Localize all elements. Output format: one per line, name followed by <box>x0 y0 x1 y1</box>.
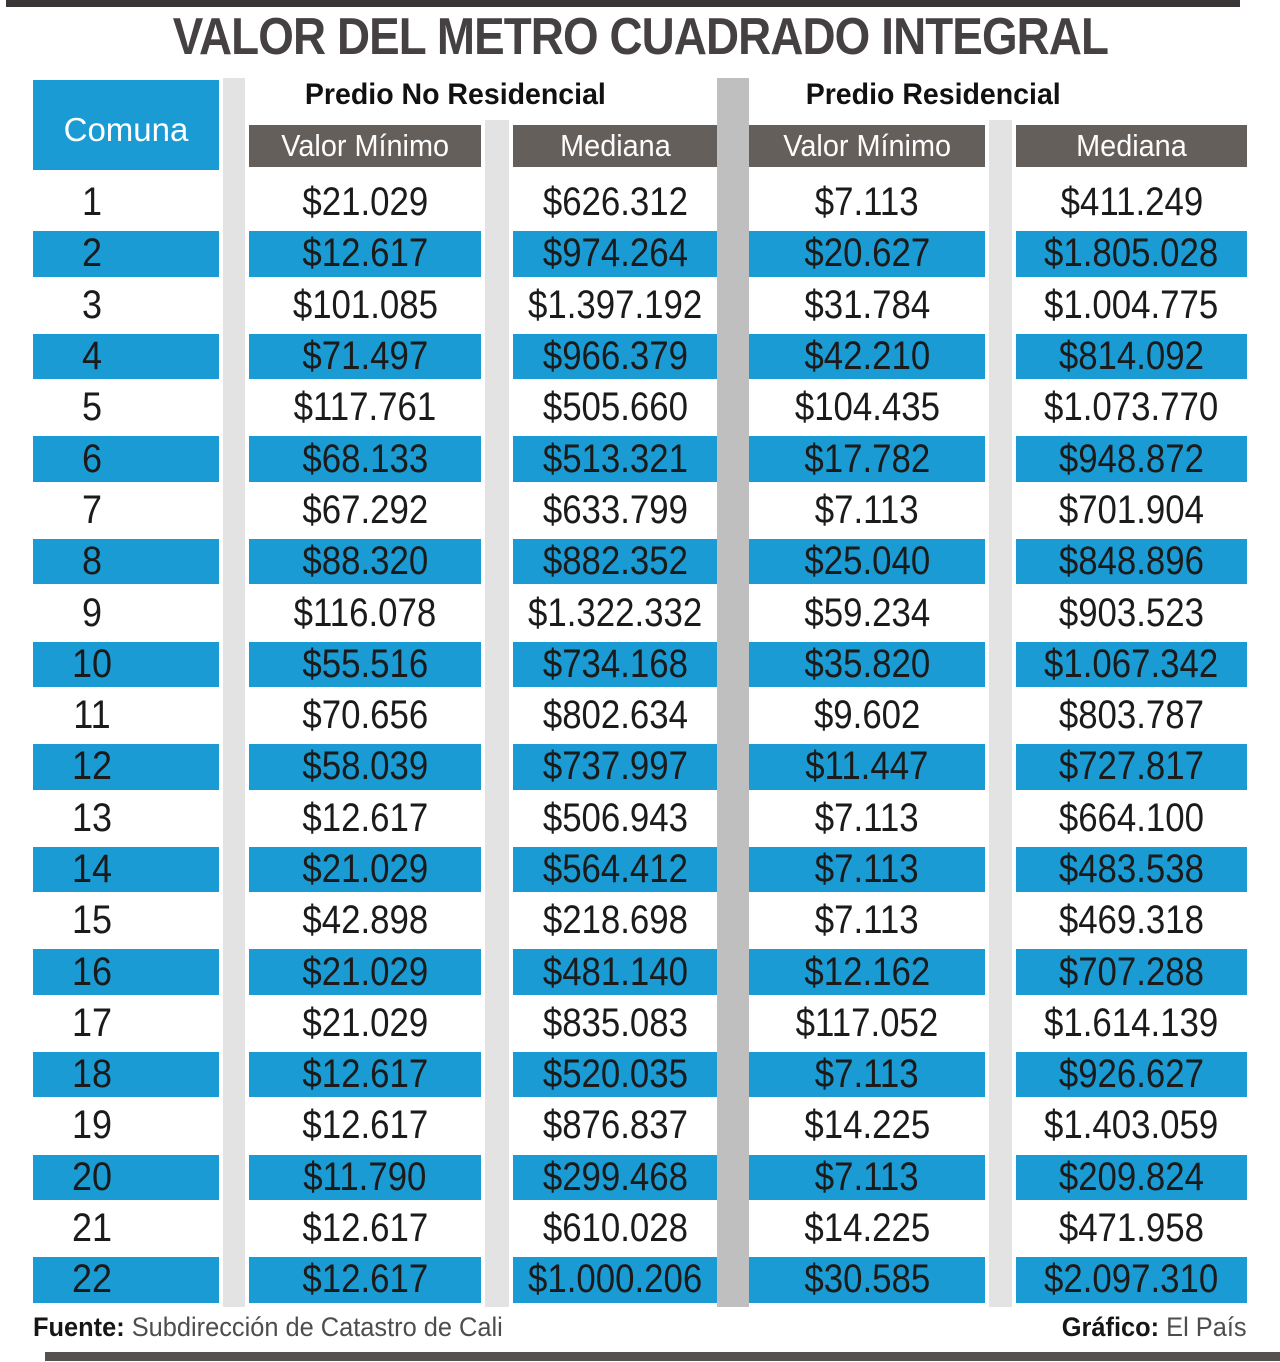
cell-text: $974.264 <box>542 231 688 276</box>
table-row <box>33 742 1247 793</box>
value-cell <box>1016 796 1247 841</box>
value-cell <box>749 231 985 276</box>
table-row <box>33 1050 1247 1101</box>
cell-text: $802.634 <box>542 693 688 738</box>
value-cell <box>1016 1206 1247 1251</box>
value-cell <box>1016 642 1247 687</box>
cell-text: $42.898 <box>302 898 428 943</box>
cell-text: $71.497 <box>302 334 428 379</box>
cell-text: $803.787 <box>1058 693 1205 738</box>
cell-text: $1.322.332 <box>527 590 703 635</box>
value-cell <box>749 693 985 738</box>
cell-text: 9 <box>81 590 103 635</box>
cell-text: $21.029 <box>302 1000 428 1045</box>
cell-text: $1.000.206 <box>527 1257 703 1302</box>
comuna-cell <box>33 488 219 533</box>
value-cell <box>1016 231 1247 276</box>
cell-text: $14.225 <box>804 1103 930 1148</box>
value-cell <box>749 1257 985 1302</box>
cell-text: $966.379 <box>542 334 688 379</box>
cell-text: 5 <box>81 385 103 430</box>
table-row <box>33 947 1247 998</box>
value-cell <box>513 1155 717 1200</box>
cell-text: $31.784 <box>804 282 930 327</box>
cell-text: 15 <box>71 898 113 943</box>
column-header-mediana: Mediana <box>1016 125 1247 167</box>
value-cell <box>513 1206 717 1251</box>
table-row <box>33 434 1247 485</box>
comuna-header: Comuna <box>33 80 219 170</box>
value-cell <box>1016 1052 1247 1097</box>
value-cell <box>513 642 717 687</box>
cell-text: $12.617 <box>302 231 428 276</box>
cell-text: $564.412 <box>542 847 688 891</box>
comuna-cell <box>33 1206 219 1251</box>
cell-text: $7.113 <box>815 487 919 532</box>
column-header-valor-minimo: Valor Mínimo <box>249 125 481 167</box>
value-cell <box>1016 898 1247 943</box>
value-cell <box>513 1001 717 1046</box>
cell-text: $104.435 <box>794 385 940 430</box>
value-cell <box>1016 488 1247 533</box>
cell-text: $14.225 <box>804 1206 930 1251</box>
cell-text: 7 <box>81 487 103 532</box>
value-cell <box>513 488 717 533</box>
comuna-cell <box>33 590 219 635</box>
cell-text: $7.113 <box>815 847 919 891</box>
value-cell <box>249 1103 481 1148</box>
cell-text: $11.447 <box>805 744 929 789</box>
table-rows <box>33 178 1247 1307</box>
cell-text: $737.997 <box>542 744 688 789</box>
value-cell <box>249 949 481 994</box>
cell-text: 12 <box>71 744 113 789</box>
cell-text: 18 <box>71 1052 113 1097</box>
cell-text: $30.585 <box>804 1257 930 1302</box>
table-row <box>33 1153 1247 1204</box>
value-cell <box>513 436 717 481</box>
value-cell <box>249 1257 481 1302</box>
cell-text: 3 <box>81 282 103 327</box>
cell-text: $483.538 <box>1058 847 1205 891</box>
cell-text: $633.799 <box>542 487 688 532</box>
value-cell <box>1016 283 1247 328</box>
value-cell <box>1016 847 1247 892</box>
table-row <box>33 332 1247 383</box>
cell-text: $12.617 <box>302 1103 428 1148</box>
cell-text: $664.100 <box>1058 795 1205 840</box>
cell-text: 17 <box>71 1000 113 1045</box>
value-cell <box>749 334 985 379</box>
value-cell <box>249 847 481 892</box>
cell-text: $59.234 <box>804 590 930 635</box>
value-cell <box>749 796 985 841</box>
cell-text: $1.403.059 <box>1044 1103 1219 1148</box>
cell-text: $21.029 <box>302 949 428 994</box>
cell-text: $101.085 <box>292 282 438 327</box>
value-cell <box>249 898 481 943</box>
table-row <box>33 640 1247 691</box>
value-cell <box>513 898 717 943</box>
comuna-cell <box>33 796 219 841</box>
table-row <box>33 486 1247 537</box>
value-cell <box>1016 693 1247 738</box>
table-row <box>33 691 1247 742</box>
value-cell <box>513 385 717 430</box>
cell-text: $21.029 <box>302 847 428 891</box>
cell-text: $70.656 <box>302 693 428 738</box>
value-cell <box>249 436 481 481</box>
table-row <box>33 178 1247 229</box>
cell-text: $7.113 <box>815 180 919 225</box>
value-cell <box>249 539 481 584</box>
credit-label: Gráfico: <box>1062 1312 1160 1342</box>
table-row <box>33 1255 1247 1306</box>
cell-text: 21 <box>71 1206 113 1251</box>
value-cell <box>1016 385 1247 430</box>
cell-text: $707.288 <box>1058 949 1205 994</box>
cell-text: 1 <box>81 180 103 225</box>
value-cell <box>1016 1001 1247 1046</box>
comuna-cell <box>33 847 219 892</box>
page-title-text: VALOR DEL METRO CUADRADO INTEGRAL <box>172 8 1108 66</box>
value-cell <box>1016 949 1247 994</box>
value-cell <box>749 847 985 892</box>
table-row <box>33 1204 1247 1255</box>
value-cell <box>513 180 717 225</box>
column-header-valor-minimo: Valor Mínimo <box>749 125 985 167</box>
value-cell <box>749 898 985 943</box>
table-row <box>33 845 1247 896</box>
cell-text: $58.039 <box>302 744 428 789</box>
value-cell <box>513 949 717 994</box>
value-cell <box>749 283 985 328</box>
cell-text: $1.805.028 <box>1044 231 1219 276</box>
cell-text: $116.078 <box>293 590 437 635</box>
credit <box>1050 1312 1247 1343</box>
value-cell <box>249 231 481 276</box>
cell-text: $1.614.139 <box>1044 1000 1219 1045</box>
value-cell <box>1016 1257 1247 1302</box>
table-row <box>33 537 1247 588</box>
value-cell <box>513 693 717 738</box>
group-header-residencial: Predio Residencial <box>805 78 1061 111</box>
value-cell <box>513 744 717 789</box>
comuna-cell <box>33 283 219 328</box>
footer <box>33 1312 1247 1343</box>
table-row <box>33 794 1247 845</box>
comuna-cell <box>33 539 219 584</box>
cell-text: $55.516 <box>302 641 428 686</box>
value-cell <box>513 539 717 584</box>
cell-text: $882.352 <box>542 539 688 584</box>
value-cell <box>749 539 985 584</box>
cell-text: 13 <box>71 795 113 840</box>
table-row <box>33 896 1247 947</box>
cell-text: 19 <box>71 1103 113 1148</box>
column-header-mediana: Mediana <box>513 125 717 167</box>
cell-text: $2.097.310 <box>1044 1257 1219 1302</box>
cell-text: $12.617 <box>302 1052 428 1097</box>
value-cell <box>749 744 985 789</box>
cell-text: $17.782 <box>804 436 930 481</box>
cell-text: 14 <box>71 847 113 891</box>
table-row <box>33 229 1247 280</box>
data-table <box>33 78 1247 1307</box>
source-label: Fuente: <box>33 1312 125 1342</box>
cell-text: $209.824 <box>1058 1154 1205 1199</box>
cell-text: $117.052 <box>795 1000 939 1045</box>
cell-text: $1.004.775 <box>1044 282 1219 327</box>
value-cell <box>249 642 481 687</box>
cell-text: $469.318 <box>1058 898 1205 943</box>
cell-text: $11.790 <box>303 1154 427 1199</box>
value-cell <box>513 590 717 635</box>
cell-text: $7.113 <box>815 1154 919 1199</box>
cell-text: $948.872 <box>1058 436 1205 481</box>
value-cell <box>749 385 985 430</box>
value-cell <box>749 1001 985 1046</box>
cell-text: $701.904 <box>1058 487 1205 532</box>
table-row <box>33 588 1247 639</box>
value-cell <box>749 949 985 994</box>
value-cell <box>249 1155 481 1200</box>
comuna-cell <box>33 180 219 225</box>
value-cell <box>749 642 985 687</box>
table-row <box>33 999 1247 1050</box>
cell-text: $926.627 <box>1058 1052 1205 1097</box>
cell-text: $505.660 <box>542 385 688 430</box>
cell-text: 10 <box>71 641 113 686</box>
cell-text: $9.602 <box>813 693 921 738</box>
value-cell <box>249 693 481 738</box>
cell-text: $626.312 <box>542 180 688 225</box>
comuna-cell <box>33 1155 219 1200</box>
credit-text: El País <box>1166 1312 1247 1342</box>
value-cell <box>249 1206 481 1251</box>
cell-text: $903.523 <box>1058 590 1205 635</box>
cell-text: 20 <box>71 1154 113 1199</box>
cell-text: $21.029 <box>302 180 428 225</box>
value-cell <box>749 1155 985 1200</box>
cell-text: 11 <box>73 693 111 738</box>
value-cell <box>249 385 481 430</box>
cell-text: $835.083 <box>542 1000 688 1045</box>
cell-text: $506.943 <box>542 795 688 840</box>
value-cell <box>513 1052 717 1097</box>
cell-text: 6 <box>81 436 103 481</box>
comuna-cell <box>33 231 219 276</box>
cell-text: 4 <box>81 334 103 379</box>
cell-text: $12.162 <box>804 949 930 994</box>
value-cell <box>513 283 717 328</box>
value-cell <box>1016 539 1247 584</box>
value-cell <box>1016 1155 1247 1200</box>
value-cell <box>249 590 481 635</box>
value-cell <box>249 1001 481 1046</box>
comuna-cell <box>33 334 219 379</box>
value-cell <box>513 1257 717 1302</box>
cell-text: $12.617 <box>302 1206 428 1251</box>
value-cell <box>1016 436 1247 481</box>
comuna-cell <box>33 1257 219 1302</box>
bottom-border <box>45 1352 1280 1361</box>
cell-text: $727.817 <box>1058 744 1205 789</box>
value-cell <box>513 796 717 841</box>
cell-text: $35.820 <box>804 641 930 686</box>
cell-text: $67.292 <box>302 487 428 532</box>
cell-text: 8 <box>81 539 103 584</box>
cell-text: $848.896 <box>1058 539 1205 584</box>
value-cell <box>1016 180 1247 225</box>
cell-text: $7.113 <box>815 795 919 840</box>
cell-text: $20.627 <box>804 231 930 276</box>
comuna-cell <box>33 642 219 687</box>
cell-text: $7.113 <box>815 1052 919 1097</box>
cell-text: $7.113 <box>815 898 919 943</box>
comuna-cell <box>33 744 219 789</box>
value-cell <box>749 1103 985 1148</box>
cell-text: $734.168 <box>542 641 688 686</box>
value-cell <box>749 488 985 533</box>
top-border <box>6 0 1240 7</box>
group-header-no-residencial: Predio No Residencial <box>304 78 606 111</box>
cell-text: $513.321 <box>542 436 688 481</box>
value-cell <box>749 436 985 481</box>
comuna-cell <box>33 1052 219 1097</box>
comuna-cell <box>33 693 219 738</box>
cell-text: $610.028 <box>542 1206 688 1251</box>
value-cell <box>249 180 481 225</box>
value-cell <box>249 488 481 533</box>
cell-text: $520.035 <box>542 1052 688 1097</box>
cell-text: $68.133 <box>302 436 428 481</box>
value-cell <box>749 180 985 225</box>
cell-text: 22 <box>71 1257 113 1302</box>
comuna-cell <box>33 1001 219 1046</box>
page-title <box>0 8 1280 66</box>
cell-text: 2 <box>81 231 103 276</box>
value-cell <box>513 231 717 276</box>
table-row <box>33 281 1247 332</box>
cell-text: $88.320 <box>302 539 428 584</box>
cell-text: $411.249 <box>1060 180 1203 225</box>
value-cell <box>1016 1103 1247 1148</box>
cell-text: $42.210 <box>804 334 930 379</box>
cell-text: $12.617 <box>302 1257 428 1302</box>
value-cell <box>749 1052 985 1097</box>
cell-text: $814.092 <box>1058 334 1205 379</box>
value-cell <box>249 334 481 379</box>
cell-text: $218.698 <box>542 898 688 943</box>
comuna-cell <box>33 1103 219 1148</box>
comuna-cell <box>33 898 219 943</box>
value-cell <box>513 847 717 892</box>
value-cell <box>513 334 717 379</box>
table-row <box>33 1101 1247 1152</box>
cell-text: $1.067.342 <box>1044 641 1219 686</box>
cell-text: $876.837 <box>542 1103 688 1148</box>
cell-text: $25.040 <box>804 539 930 584</box>
table-row <box>33 383 1247 434</box>
comuna-cell <box>33 949 219 994</box>
value-cell <box>249 744 481 789</box>
cell-text: $12.617 <box>302 795 428 840</box>
source <box>33 1312 533 1343</box>
comuna-cell <box>33 385 219 430</box>
value-cell <box>1016 590 1247 635</box>
value-cell <box>1016 334 1247 379</box>
value-cell <box>749 1206 985 1251</box>
cell-text: $299.468 <box>542 1154 688 1199</box>
cell-text: $1.397.192 <box>527 282 703 327</box>
cell-text: 16 <box>71 949 113 994</box>
comuna-cell <box>33 436 219 481</box>
cell-text: $117.761 <box>293 385 437 430</box>
source-text: Subdirección de Catastro de Cali <box>131 1312 503 1342</box>
value-cell <box>249 796 481 841</box>
value-cell <box>249 1052 481 1097</box>
value-cell <box>1016 744 1247 789</box>
cell-text: $471.958 <box>1058 1206 1205 1251</box>
value-cell <box>749 590 985 635</box>
cell-text: $481.140 <box>542 949 688 994</box>
value-cell <box>249 283 481 328</box>
value-cell <box>513 1103 717 1148</box>
cell-text: $1.073.770 <box>1044 385 1219 430</box>
